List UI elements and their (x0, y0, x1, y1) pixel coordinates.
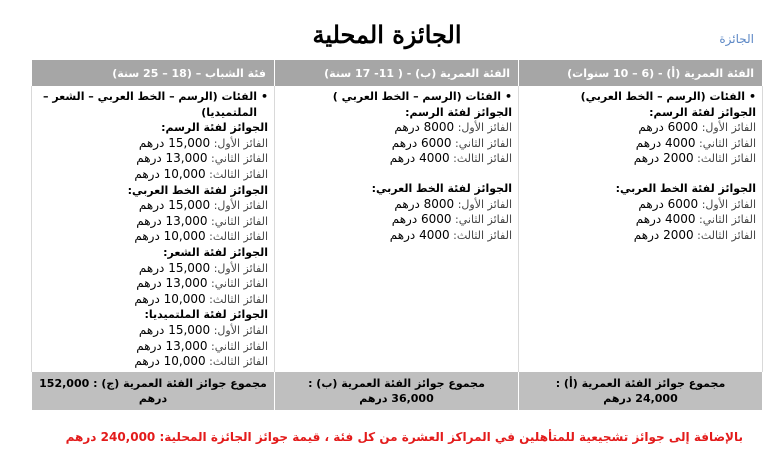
prize-rank-label: الفائز الثاني: (211, 214, 268, 228)
prize-group-title: الجوائز لفئة الرسم: (405, 105, 512, 119)
page-title: الجائزة المحلية (312, 20, 462, 49)
prize-row (38, 198, 268, 214)
prize-rank-label: الفائز الثاني: (455, 213, 512, 227)
prize-rank-label: الفائز الثالث: (209, 355, 268, 369)
prize-row (38, 354, 268, 370)
prize-rank-label: الفائز الثالث: (453, 228, 512, 242)
prize-row (281, 228, 512, 244)
prize-amount: 4000 درهم (389, 151, 450, 166)
age-group-b-cell (275, 86, 519, 372)
categories-label: الفئات (الرسم – الخط العربي) (580, 90, 745, 103)
prize-amount: 2000 درهم (633, 227, 694, 242)
age-group-a-header: الفئة العمرية (أ) - (6 – 10 سنوات) (519, 60, 763, 86)
prize-rank-label: الفائز الأول: (213, 199, 268, 213)
prize-group-title: الجوائز لفئة الرسم: (161, 121, 268, 135)
total-label: مجموع جوائز الفئة العمرية (أ) : (555, 376, 726, 390)
prize-amount: 6000 درهم (638, 196, 699, 211)
age-group-b-total (275, 372, 519, 410)
prize-amount: 15,000 درهم (138, 135, 211, 150)
prize-amount: 13,000 درهم (136, 276, 208, 291)
prize-row (281, 136, 512, 152)
prize-row (525, 228, 756, 244)
youth-group-cell (32, 86, 275, 372)
prize-amount: 10,000 درهم (134, 166, 206, 181)
prize-row (281, 197, 512, 213)
youth-group-total (32, 372, 275, 410)
age-group-a-cell (519, 86, 763, 372)
prize-row (38, 323, 268, 339)
prize-rank-label: الفائز الأول: (213, 323, 268, 337)
prize-amount: 6000 درهم (638, 120, 699, 135)
spacer (281, 167, 512, 181)
prize-rank-label: الفائز الثاني: (699, 136, 756, 150)
spacer (525, 167, 756, 181)
prize-rank-label: الفائز الثاني: (211, 277, 268, 291)
prize-rank-label: الفائز الثالث: (697, 228, 756, 242)
youth-group-header: فئة الشباب – (18 – 25 سنة) (32, 60, 275, 86)
prize-amount: 4000 درهم (389, 227, 450, 242)
prize-amount: 13,000 درهم (136, 213, 208, 228)
prize-rank-label: الفائز الأول: (701, 197, 756, 211)
categories-item (281, 89, 512, 105)
prize-amount: 15,000 درهم (138, 322, 211, 337)
bullet-icon: • (748, 90, 756, 103)
categories-label: الفئات (الرسم – الخط العربي – الشعر – الملتميديا) (42, 90, 257, 119)
prize-row (38, 214, 268, 230)
prize-group-title: الجوائز لفئة الخط العربي: (615, 181, 756, 195)
prize-amount: 6000 درهم (391, 212, 452, 227)
prize-amount: 4000 درهم (635, 135, 696, 150)
prize-rank-label: الفائز الأول: (701, 121, 756, 135)
categories-label: الفئات (الرسم – الخط العربي ) (332, 90, 501, 103)
prize-amount: 15,000 درهم (138, 260, 211, 275)
age-group-a-total (519, 372, 763, 410)
prize-rank-label: الفائز الثالث: (453, 152, 512, 166)
prize-amount: 8000 درهم (394, 120, 455, 135)
prize-row (38, 151, 268, 167)
prize-amount: 8000 درهم (394, 196, 455, 211)
prize-group-title: الجوائز لفئة الرسم: (649, 105, 756, 119)
prize-row (38, 339, 268, 355)
prize-row (38, 229, 268, 245)
prize-row (525, 136, 756, 152)
prize-amount: 10,000 درهم (134, 229, 206, 244)
categories-item (38, 89, 268, 120)
prize-amount: 6000 درهم (391, 135, 452, 150)
prize-rank-label: الفائز الثالث: (209, 230, 268, 244)
prize-row (281, 212, 512, 228)
footnote-total-prizes: بالإضافة إلى جوائز تشجيعية للمتأهلين في المراكز العشرة من كل فئة ، قيمة جوائز الجائزة المحلية: 240,000 درهم (65, 430, 743, 444)
prize-row (38, 167, 268, 183)
prize-row (281, 151, 512, 167)
prize-rank-label: الفائز الثالث: (209, 292, 268, 306)
prize-rank-label: الفائز الثاني: (699, 213, 756, 227)
categories-item (525, 89, 756, 105)
table-body-row (32, 86, 763, 372)
prize-rank-label: الفائز الأول: (213, 261, 268, 275)
prize-rank-label: الفائز الأول: (457, 121, 512, 135)
prize-row (525, 151, 756, 167)
prize-rank-label: الفائز الثالث: (697, 152, 756, 166)
table-footer-row (32, 372, 763, 410)
bullet-icon: • (260, 90, 268, 103)
prize-amount: 4000 درهم (635, 212, 696, 227)
prize-amount: 13,000 درهم (136, 338, 208, 353)
bullet-icon: • (504, 90, 512, 103)
prize-rank-label: الفائز الأول: (457, 197, 512, 211)
total-label: مجموع جوائز الفئة العمرية (ب) : (308, 376, 485, 390)
prize-rank-label: الفائز الثاني: (455, 136, 512, 150)
prize-rank-label: الفائز الثاني: (211, 152, 268, 166)
prize-row (281, 120, 512, 136)
total-label: مجموع جوائز الفئة العمرية (ج) : 152,000 (39, 376, 267, 390)
prize-rank-label: الفائز الأول: (213, 136, 268, 150)
total-value: 36,000 درهم (359, 391, 434, 405)
table-header-row (32, 60, 763, 86)
prize-row (38, 136, 268, 152)
prize-group-title: الجوائز لفئة الخط العربي: (127, 183, 268, 197)
prize-row (525, 120, 756, 136)
prize-row (38, 292, 268, 308)
prize-amount: 10,000 درهم (134, 291, 206, 306)
prize-rank-label: الفائز الثاني: (211, 339, 268, 353)
prize-amount: 15,000 درهم (138, 198, 211, 213)
prize-group-title: الجوائز لفئة الملتميديا: (144, 308, 268, 322)
prize-amount: 2000 درهم (633, 151, 694, 166)
prize-group-title: الجوائز لفئة الشعر: (163, 245, 268, 259)
prize-table (31, 60, 763, 410)
total-value: درهم (138, 391, 168, 405)
prize-row (525, 197, 756, 213)
prize-group-title: الجوائز لفئة الخط العربي: (371, 181, 512, 195)
age-group-b-header: الفئة العمرية (ب) - ( 11- 17 سنة) (275, 60, 519, 86)
prize-rank-label: الفائز الثالث: (209, 167, 268, 181)
prize-row (38, 276, 268, 292)
prize-amount: 10,000 درهم (134, 354, 206, 369)
prize-row (38, 261, 268, 277)
breadcrumb-link[interactable]: الجائزة (719, 32, 754, 46)
prize-row (525, 212, 756, 228)
prize-amount: 13,000 درهم (136, 151, 208, 166)
total-value: 24,000 درهم (603, 391, 678, 405)
